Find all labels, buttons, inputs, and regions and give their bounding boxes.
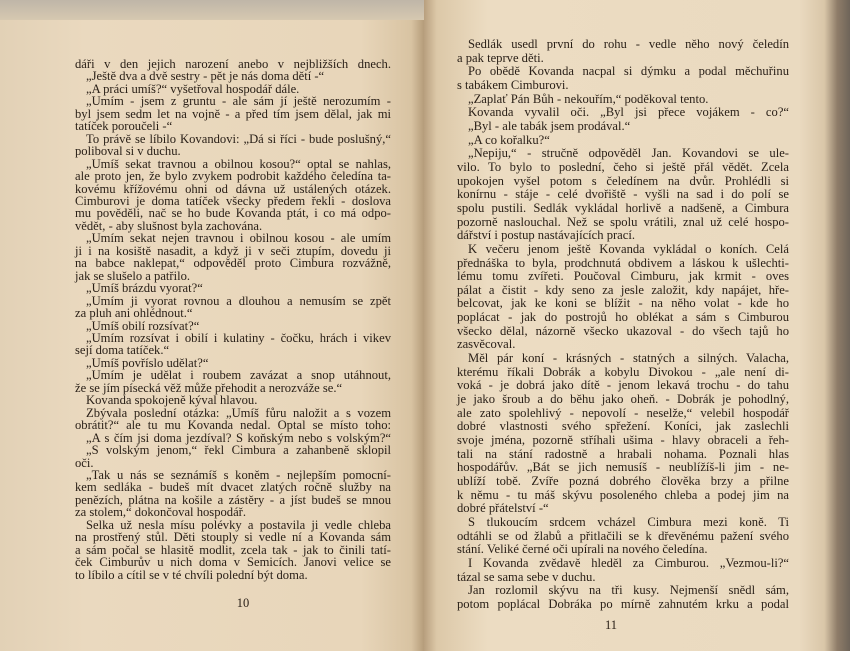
text-line: dobré přátelství -“ [457, 501, 549, 516]
text-line: Kovanda vyvalil oči. „Byl jsi přece vojákem - co?“ [468, 105, 789, 120]
text-line: „Umím je udělat i roubem zavázat a snop utáhnout, [86, 368, 391, 383]
text-line: a pak teprve děti. [457, 50, 544, 65]
text-line: kterému říkali Dobrák a kobylu Divokou - „ale není di- [457, 364, 789, 379]
left-page-text [75, 58, 391, 581]
page-number-left: 10 [236, 596, 250, 610]
text-line: Selka už nesla mísu polévky a postavila ji vedle chleba [86, 517, 391, 532]
text-line: lému tomu zvířeti. Poučoval Cimburu, jak krmit - oves [457, 269, 789, 284]
text-line: „Umíš brázdu vyorat?“ [86, 281, 203, 296]
text-line: za pluh ani ohlédnout.“ [75, 306, 193, 321]
text-line: „Zaplať Pán Bůh - nekouřím,“ poděkoval tento. [468, 91, 709, 106]
text-line: tázal se sama sebe v duchu. [457, 569, 596, 584]
text-line: sejí doma tatíček.“ [75, 343, 170, 358]
text-line: To právě se líbilo Kovandovi: „Dá si říci - bude poslušný,“ [86, 131, 391, 146]
text-line: „A co kořalku?“ [468, 132, 550, 147]
text-line: kem sedláka - budeš mít dvacet zlatých ročně služby na [75, 480, 391, 495]
text-line: Zbývala poslední otázka: „Umíš fůru naložit a s vozem [86, 405, 391, 420]
text-line: spolu pustili. Sedlák vykládal horlivě a nadšeně, a Cimbura [457, 200, 789, 215]
text-line: na babce naklepat,“ odpověděl proto Cimbura rozvážně, [75, 256, 391, 271]
text-line: přednáška to byla, prodchnutá obdivem a láskou k ušlechti- [457, 255, 789, 270]
right-page [424, 0, 850, 651]
text-line: byl jsem sedm let na vojně - a před tím jsem dělal, jak mi [75, 106, 391, 121]
text-line: „Umíš sekat travnou a obilnou kosou?“ optal se nahlas, [86, 156, 391, 171]
text-line: je jako šroub a do běhu jako oheň. - Dobrák je pohodlný, [457, 392, 789, 407]
text-line: tatíček poroučeli -“ [75, 119, 173, 134]
text-line: „A s čím jsi doma jezdíval? S koňským nebo s volským?“ [86, 430, 391, 445]
text-line: voká - je dobrá jako dítě - jenom lekavá trochu - do tahu [457, 378, 789, 393]
scan-edge [0, 0, 424, 20]
text-line: poplácat - jak do postrojů ho oblékat a sám s Cimburou [457, 310, 789, 325]
text-line: „Nepiju,“ - stručně odpověděl Jan. Kovandovi se ule- [468, 146, 789, 161]
text-line: Jan rozlomil skývu na tři kusy. Nejmenší snědl sám, [468, 583, 789, 598]
text-line: „Tak u nás se seznámíš s koněm - nejlepším pomocní- [86, 467, 391, 482]
left-page [0, 0, 424, 651]
text-line: Měl pár koní - krásných - statných a silných. Valacha, [468, 351, 789, 366]
text-line: S tlukoucím srdcem vcházel Cimbura mezi koně. Ti [468, 514, 789, 529]
text-line: hospodářův. „Bát se jich nemusíš - neublížíš-li jim - ne- [457, 460, 789, 475]
text-line: ublíží tobě. Zvíře pozná dobrého člověka brzy a přilne [457, 474, 789, 488]
text-line: svoje jména, pozorně stříhali ušima - hlavy obraceli a řeh- [457, 433, 789, 448]
text-line: „Umím rozsívat i obilí i kulatiny - čočku, hrách i vikev [86, 330, 391, 345]
text-line: dářství i postup nastávajících prací. [457, 228, 636, 243]
text-line: dáři v den jejich narození anebo v nejbližších dnech. [75, 57, 391, 71]
page-number-right: 11 [604, 618, 618, 632]
text-line: penězích, plátna na košile a zástěry - a jíst budeš se mnou [75, 492, 391, 507]
text-line: kovému křížovému ohni od dávna už ustálených otázek. [75, 181, 391, 196]
text-line: odtáhli se od žlabů a přitlačili se k dřevěnému pažení svého [457, 528, 789, 543]
text-line: K večeru jenom ještě Kovanda vykládal o koních. Celá [468, 241, 789, 256]
text-line: stání. Veliké černé oči upírali na nového čeledína. [457, 542, 708, 557]
text-line: všecko dělal, názorně všecko ukazoval - do všech tajů ho [457, 323, 789, 338]
text-line: zasvěcoval. [457, 337, 516, 352]
text-line: upokojen vyšel potom s čeledínem na dvůr. Prohlédli si [457, 173, 789, 188]
text-line: „S volským jenom,“ řekl Cimbura a zahanbeně sklopil [86, 443, 391, 458]
text-line: „Umím ji vyorat rovnou a dlouhou a nemusím se zpět [86, 293, 391, 308]
text-line: „A práci umíš?“ vyšetřoval hospodář dále. [86, 81, 300, 96]
text-line: Cimburovi je doma tatíček všecky předem řekli - doslova [75, 193, 391, 208]
text-line: oči. [75, 455, 94, 470]
text-line: za stolem,“ dokončoval hospodář. [75, 505, 247, 520]
text-line: ček Cimburův u nich doma v Semicích. Janovi velice se [75, 555, 391, 570]
text-line: poliboval si v duchu. [75, 144, 181, 159]
text-line: tali na stání radostně a hrabali nohama. Poznali hlas [457, 446, 789, 461]
text-line: pálat a čistit - kdy seno za jesle založit, kdy napájet, hře- [457, 282, 789, 297]
text-line: „Umím sekat nejen travnou i obilnou kosou - ale umím [86, 231, 391, 246]
text-line: vilo. To bylo to poslední, čeho si ještě přál vědět. Zcela [457, 159, 789, 174]
text-line: vědět, - aby slušnost byla zachována. [75, 218, 263, 233]
text-line: Sedlák usedl první do rohu - vedle něho nový čeledín [468, 37, 789, 51]
text-line: k němu - tu máš skývu posoleného chleba a podej jim na [457, 487, 789, 502]
text-line: Kovanda spokojeně kýval hlavou. [86, 393, 258, 408]
text-line: obrátit?“ ale tu mu Kovanda nedal. Optal se místo toho: [75, 418, 391, 433]
text-line: ale zato spolehlivý - nepovolí - neselže,“ velebil hospodář [457, 405, 789, 420]
text-line: s tabákem Cimburovi. [457, 77, 569, 92]
text-line: a sám počal se hlasitě modlit, zcela tak - jak to činili tatí- [75, 542, 391, 557]
text-line: to líbilo a cítil se v té chvíli polední být doma. [75, 567, 308, 582]
text-line: ale proto jen, že bylo zvykem podrobit každého čeledína ta- [75, 169, 391, 184]
text-line: dobré vlastnosti svého spřežení. Koníci, jak zaslechli [457, 419, 789, 434]
text-line: ji i na kosiště nasadit, a když ji v seči ztupím, dovedu ji [75, 243, 391, 258]
text-line: pozorně naslouchal. Než se spolu vrátili, znal už celé hospo- [457, 214, 789, 229]
text-line: I Kovanda zvědavě hleděl za Cimburou. „Vezmou-li?“ [468, 555, 789, 570]
text-line: konírnu - stáje - celé dvořiště - vyšli na sad i do polí se [457, 187, 789, 202]
text-line: mu pověděli, nač se ho bude Kovanda ptát, i co má odpo- [75, 206, 391, 221]
text-line: „Byl - ale tabák jsem prodával.“ [468, 118, 631, 133]
text-line: „Umím - jsem z gruntu - ale sám jí ještě nerozumím - [86, 94, 391, 109]
text-line: belcovat, jak ke koni se blížit - na něho volat - kde ho [457, 296, 789, 311]
text-line: jak se slušelo a patřilo. [75, 268, 191, 283]
text-line: na prostřený stůl. Děti stouply si vedle ní a Kovanda sám [75, 530, 391, 545]
text-line: že se jím písecká věž může přehodit a nerozváže se.“ [75, 380, 343, 395]
text-line: potom poplácal Dobráka po mírně zahnutém krku a podal [457, 596, 789, 611]
text-line: „Ještě dva a dvě sestry - pět je nás doma dětí -“ [86, 69, 325, 84]
text-line: Po obědě Kovanda nacpal si dýmku a podal měchuřinu [468, 64, 789, 79]
text-line: „Umíš povříslo udělat?“ [86, 355, 209, 370]
text-line: „Umíš obilí rozsívat?“ [86, 318, 200, 333]
right-page-text [457, 38, 789, 612]
